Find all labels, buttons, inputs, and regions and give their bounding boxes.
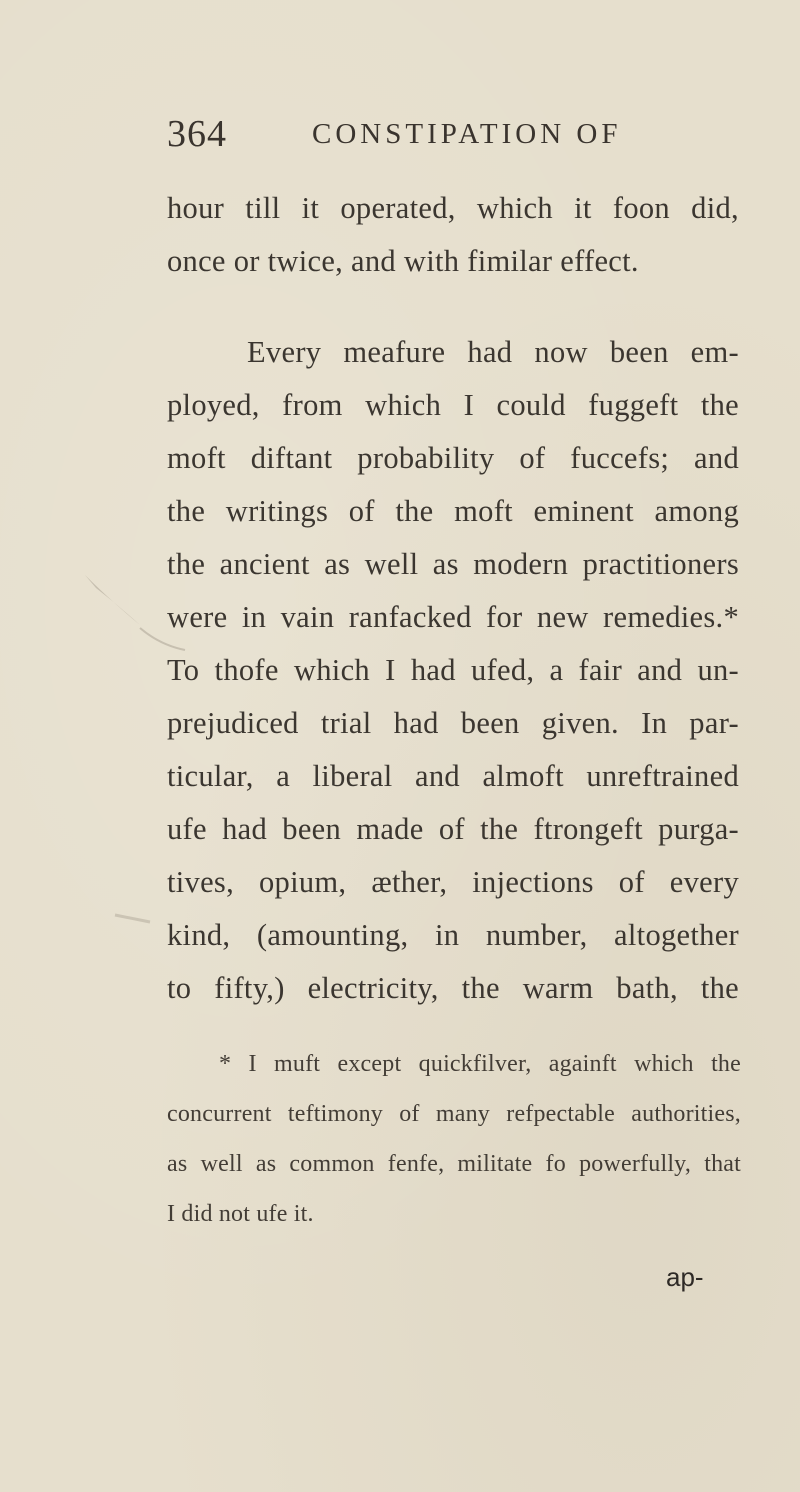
ink-smudge-mark [115, 915, 150, 922]
text-line: To thofe which I had ufed, a fair and un- [167, 653, 739, 687]
footnote-line: I did not ufe it. [167, 1201, 314, 1227]
page-number: 364 [167, 113, 227, 155]
footnote-line: as well as common fenfe, militate fo powerfully, that [167, 1151, 741, 1177]
text-line: tives, opium, æther, injections of every [167, 865, 739, 899]
text-line: prejudiced trial had been given. In par- [167, 706, 739, 740]
page-header [167, 112, 747, 172]
text-line: ployed, from which I could fuggeft the [167, 388, 739, 422]
footnote-line: * I muft except quickfilver, againft which the [219, 1051, 741, 1077]
text-line: to fifty,) electricity, the warm bath, the [167, 971, 739, 1005]
paragraph-gap [167, 288, 739, 326]
text-line: kind, (amounting, in number, altogether [167, 918, 739, 952]
text-line: hour till it operated, which it foon did, [167, 191, 739, 225]
running-head: CONSTIPATION OF [312, 118, 622, 150]
text-line: Every meafure had now been em- [247, 335, 739, 369]
text-line: moft diftant probability of fuccefs; and [167, 441, 739, 475]
ink-smudge-mark [85, 575, 140, 625]
text-line: ufe had been made of the ftrongeft purga- [167, 812, 739, 846]
footnote-line: concurrent teftimony of many refpectable authorities, [167, 1101, 741, 1127]
text-line: the ancient as well as modern practitioners [167, 547, 739, 581]
body-text [167, 182, 739, 1015]
catchword: ap- [666, 1262, 704, 1292]
footnote [167, 1039, 741, 1239]
text-line: ticular, a liberal and almoft unreftrained [167, 759, 739, 793]
text-line: were in vain ranfacked for new remedies.* [167, 600, 739, 634]
text-line: once or twice, and with fimilar effect. [167, 244, 639, 278]
text-line: the writings of the moft eminent among [167, 494, 739, 528]
